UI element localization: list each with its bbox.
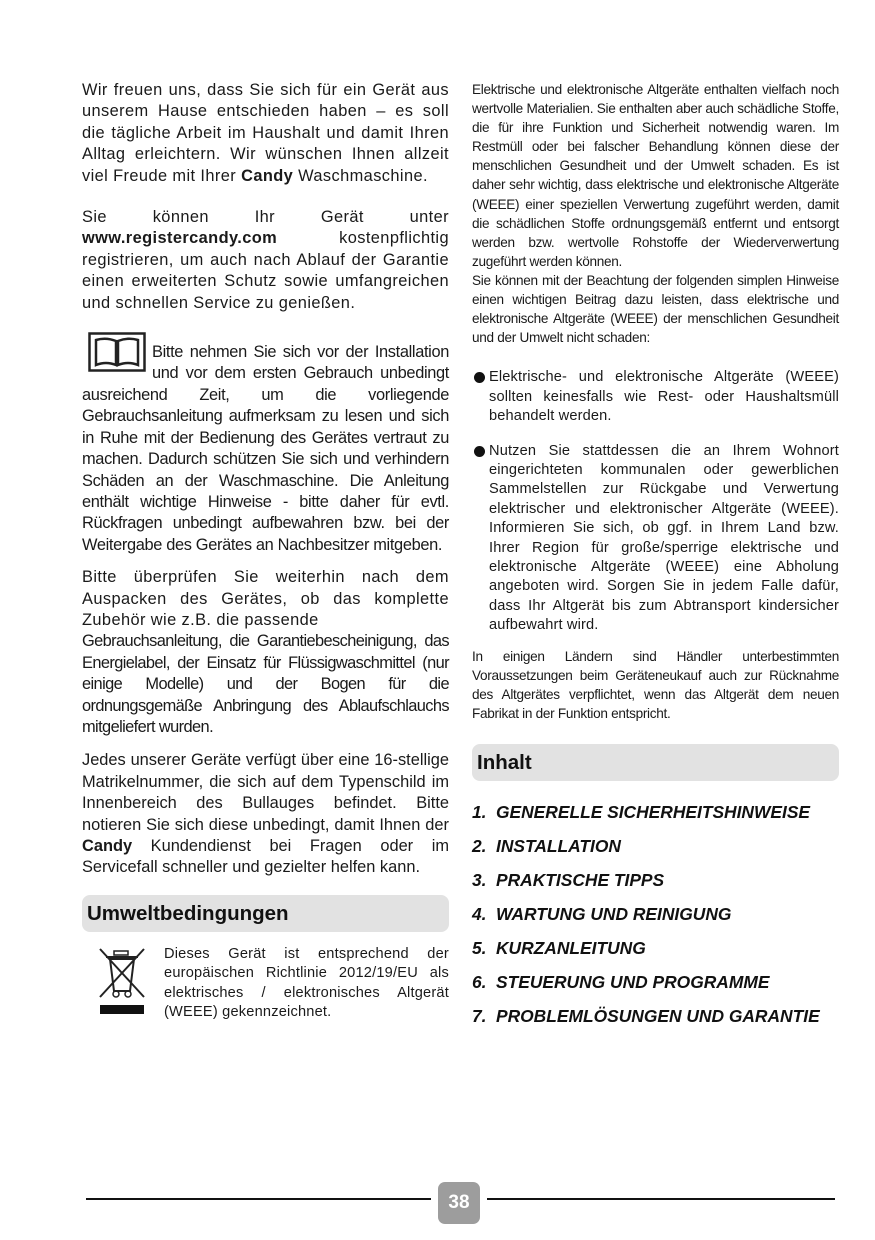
right-column	[472, 80, 839, 1040]
serial-paragraph	[82, 750, 449, 878]
bullet-dot-icon	[474, 372, 485, 383]
weee-note-block	[82, 945, 449, 1023]
toc-item[interactable]	[472, 904, 839, 938]
toc-number: 6.	[472, 971, 487, 992]
bullet-item	[472, 442, 839, 636]
footer-rule-left	[86, 1198, 431, 1200]
serial-end: Kundendienst bei Fragen oder im Servicefall schneller und gezielter helfen kann.	[82, 837, 449, 877]
register-text: Sie können Ihr Gerät unter	[82, 208, 449, 227]
toc-item[interactable]	[472, 870, 839, 904]
register-paragraph	[82, 207, 449, 314]
footer-rule-right	[487, 1198, 835, 1200]
toc-item[interactable]	[472, 972, 839, 1006]
intro-text: Wir freuen uns, dass Sie sich für ein Gerät aus unserem Hause entschieden haben – es soll die tägliche Arbeit im Haushalt und damit Ihren Alltag erleichtern. Wir wünschen Ihnen allzeit viel Freude mit Ihrer	[82, 81, 449, 185]
toc-item[interactable]	[472, 836, 839, 870]
toc-number: 4.	[472, 903, 487, 924]
check-paragraph-1: Bitte überprüfen Sie weiterhin nach dem Auspacken des Gerätes, ob das komplette Zubehör wie z.B. die passende	[82, 568, 449, 629]
toc-label: KURZANLEITUNG	[496, 937, 646, 958]
weee-paragraph-2: Sie können mit der Beachtung der folgenden simplen Hinweise einen wichtigen Beitrag dazu leisten, dass elektrische und elektronische Altgeräte (WEEE) der menschlichen Gesundheit und der Umwelt nicht schaden:	[472, 272, 839, 346]
toc-item[interactable]	[472, 802, 839, 836]
brand-name: Candy	[241, 166, 294, 185]
toc-number: 5.	[472, 937, 487, 958]
environment-heading: Umweltbedingungen	[82, 895, 449, 932]
intro-paragraph	[82, 80, 449, 187]
left-column	[82, 80, 449, 1022]
toc-label: GENERELLE SICHERHEITSHINWEISE	[496, 801, 811, 822]
toc-label: WARTUNG UND REINIGUNG	[496, 903, 732, 924]
bullet-text: Nutzen Sie stattdessen die an Ihrem Wohnort eingerichteten kommunalen oder gewerblichen Sammelstellen zur Rückgabe und Verwertung elektrischer und elektronischer Altgeräte (WEEE). Informieren Sie sich, ob ggf. in Ihrem Land bzw. Ihrer Region für große/sperrige elektrische und elektronische Altgeräte (WEEE) eine Abholung angeboten wird. Sorgen Sie in jedem Falle dafür, dass Ihr Altgerät bis zum Abtransport kindersicher aufbewahrt wird.	[489, 442, 839, 634]
serial-text: Jedes unserer Geräte verfügt über eine 16-stellige Matrikelnummer, die sich auf dem Typenschild im Innenbereich des Bullauges befindet. Bitte notieren Sie sich diese unbedingt, damit Ihnen der	[82, 751, 449, 834]
manual-note-text: Bitte nehmen Sie sich vor der Installation und vor dem ersten Gebrauch unbedingt ausreichend Zeit, um die vorliegende Gebrauchsanleitung aufmerksam zu lesen und sich in Ruhe mit der Bedienung des Gerätes vertraut zu machen. Dadurch schützen Sie sich und verhindern Schäden an der Waschmaschine. Die Anleitung enthält wichtige Hinweise - bitte daher für evtl. Rückfragen unbedingt aufbewahren bzw. bei der Weitergabe des Gerätes an Nachbesitzer mitgeben.	[82, 343, 449, 554]
register-url: www.registercandy.com	[82, 229, 278, 248]
dealer-note: In einigen Ländern sind Händler unterbestimmten Voraussetzungen beim Geräteneukauf auch zur Rücknahme des Altgerätes verpflichtet, wenn das Altgerät dem neuen Fabrikat in der Funktion entspricht.	[472, 648, 839, 721]
toc-heading: Inhalt	[472, 744, 839, 781]
toc-number: 3.	[472, 869, 487, 890]
toc-label: PROBLEMLÖSUNGEN UND GARANTIE	[496, 1005, 820, 1026]
manual-note-block	[82, 332, 449, 556]
bullet-item	[472, 368, 839, 426]
intro-end: Waschmaschine.	[293, 166, 428, 185]
toc-number: 1.	[472, 801, 487, 822]
page-number: 38	[438, 1182, 480, 1224]
toc-item[interactable]	[472, 938, 839, 972]
toc-label: STEUERUNG UND PROGRAMME	[496, 971, 770, 992]
brand-name: Candy	[82, 837, 133, 855]
toc-number: 2.	[472, 835, 487, 856]
toc-label: INSTALLATION	[496, 835, 621, 856]
toc-number: 7.	[472, 1005, 487, 1026]
check-paragraph-2: Gebrauchsanleitung, die Garantiebescheinigung, das Energielabel, der Einsatz für Flüssigwaschmittel (nur einige Modelle) und der Bogen für die ordnungsgemäße Anbringung des Ablaufschlauchs mitgeliefert wurden.	[82, 632, 449, 736]
weee-note-text: Dieses Gerät ist entsprechend der europäischen Richtlinie 2012/19/EU als elektrisches / elektronisches Altgerät (WEEE) gekennzeichnet.	[164, 945, 449, 1021]
open-book-icon	[88, 332, 146, 372]
table-of-contents	[472, 802, 839, 1040]
weee-paragraph-1: Elektrische und elektronische Altgeräte enthalten vielfach noch wertvolle Materialien. Sie enthalten aber auch schädliche Stoffe, die für ihre Funktion und Sicherheit notwendig waren. Im Restmüll oder bei falscher Behandlung können diese der menschlichen Gesundheit und der Umwelt schaden. Es ist daher sehr wichtig, dass elektrische und elektronische Altgeräte (WEEE) einer speziellen Verwertung zugeführt werden, damit die schädlichen Stoffe ordnungsgemäß entfernt und entsorgt werden bzw. wertvolle Rohstoffe der Wiederverwertung zugeführt werden können.	[472, 82, 839, 269]
toc-item[interactable]	[472, 1006, 839, 1040]
register-text-end: kostenpflichtig registrieren, um auch nach Ablauf der Garantie einen erweiterten Schutz sowie umfangreichen und schnellen Service zu genießen.	[82, 229, 449, 312]
bullet-dot-icon	[474, 446, 485, 457]
toc-label: PRAKTISCHE TIPPS	[496, 869, 665, 890]
crossed-bin-icon	[96, 945, 156, 1015]
bullet-text: Elektrische- und elektronische Altgeräte (WEEE) sollten keinesfalls wie Rest- oder Haushaltsmüll behandelt werden.	[489, 369, 839, 425]
